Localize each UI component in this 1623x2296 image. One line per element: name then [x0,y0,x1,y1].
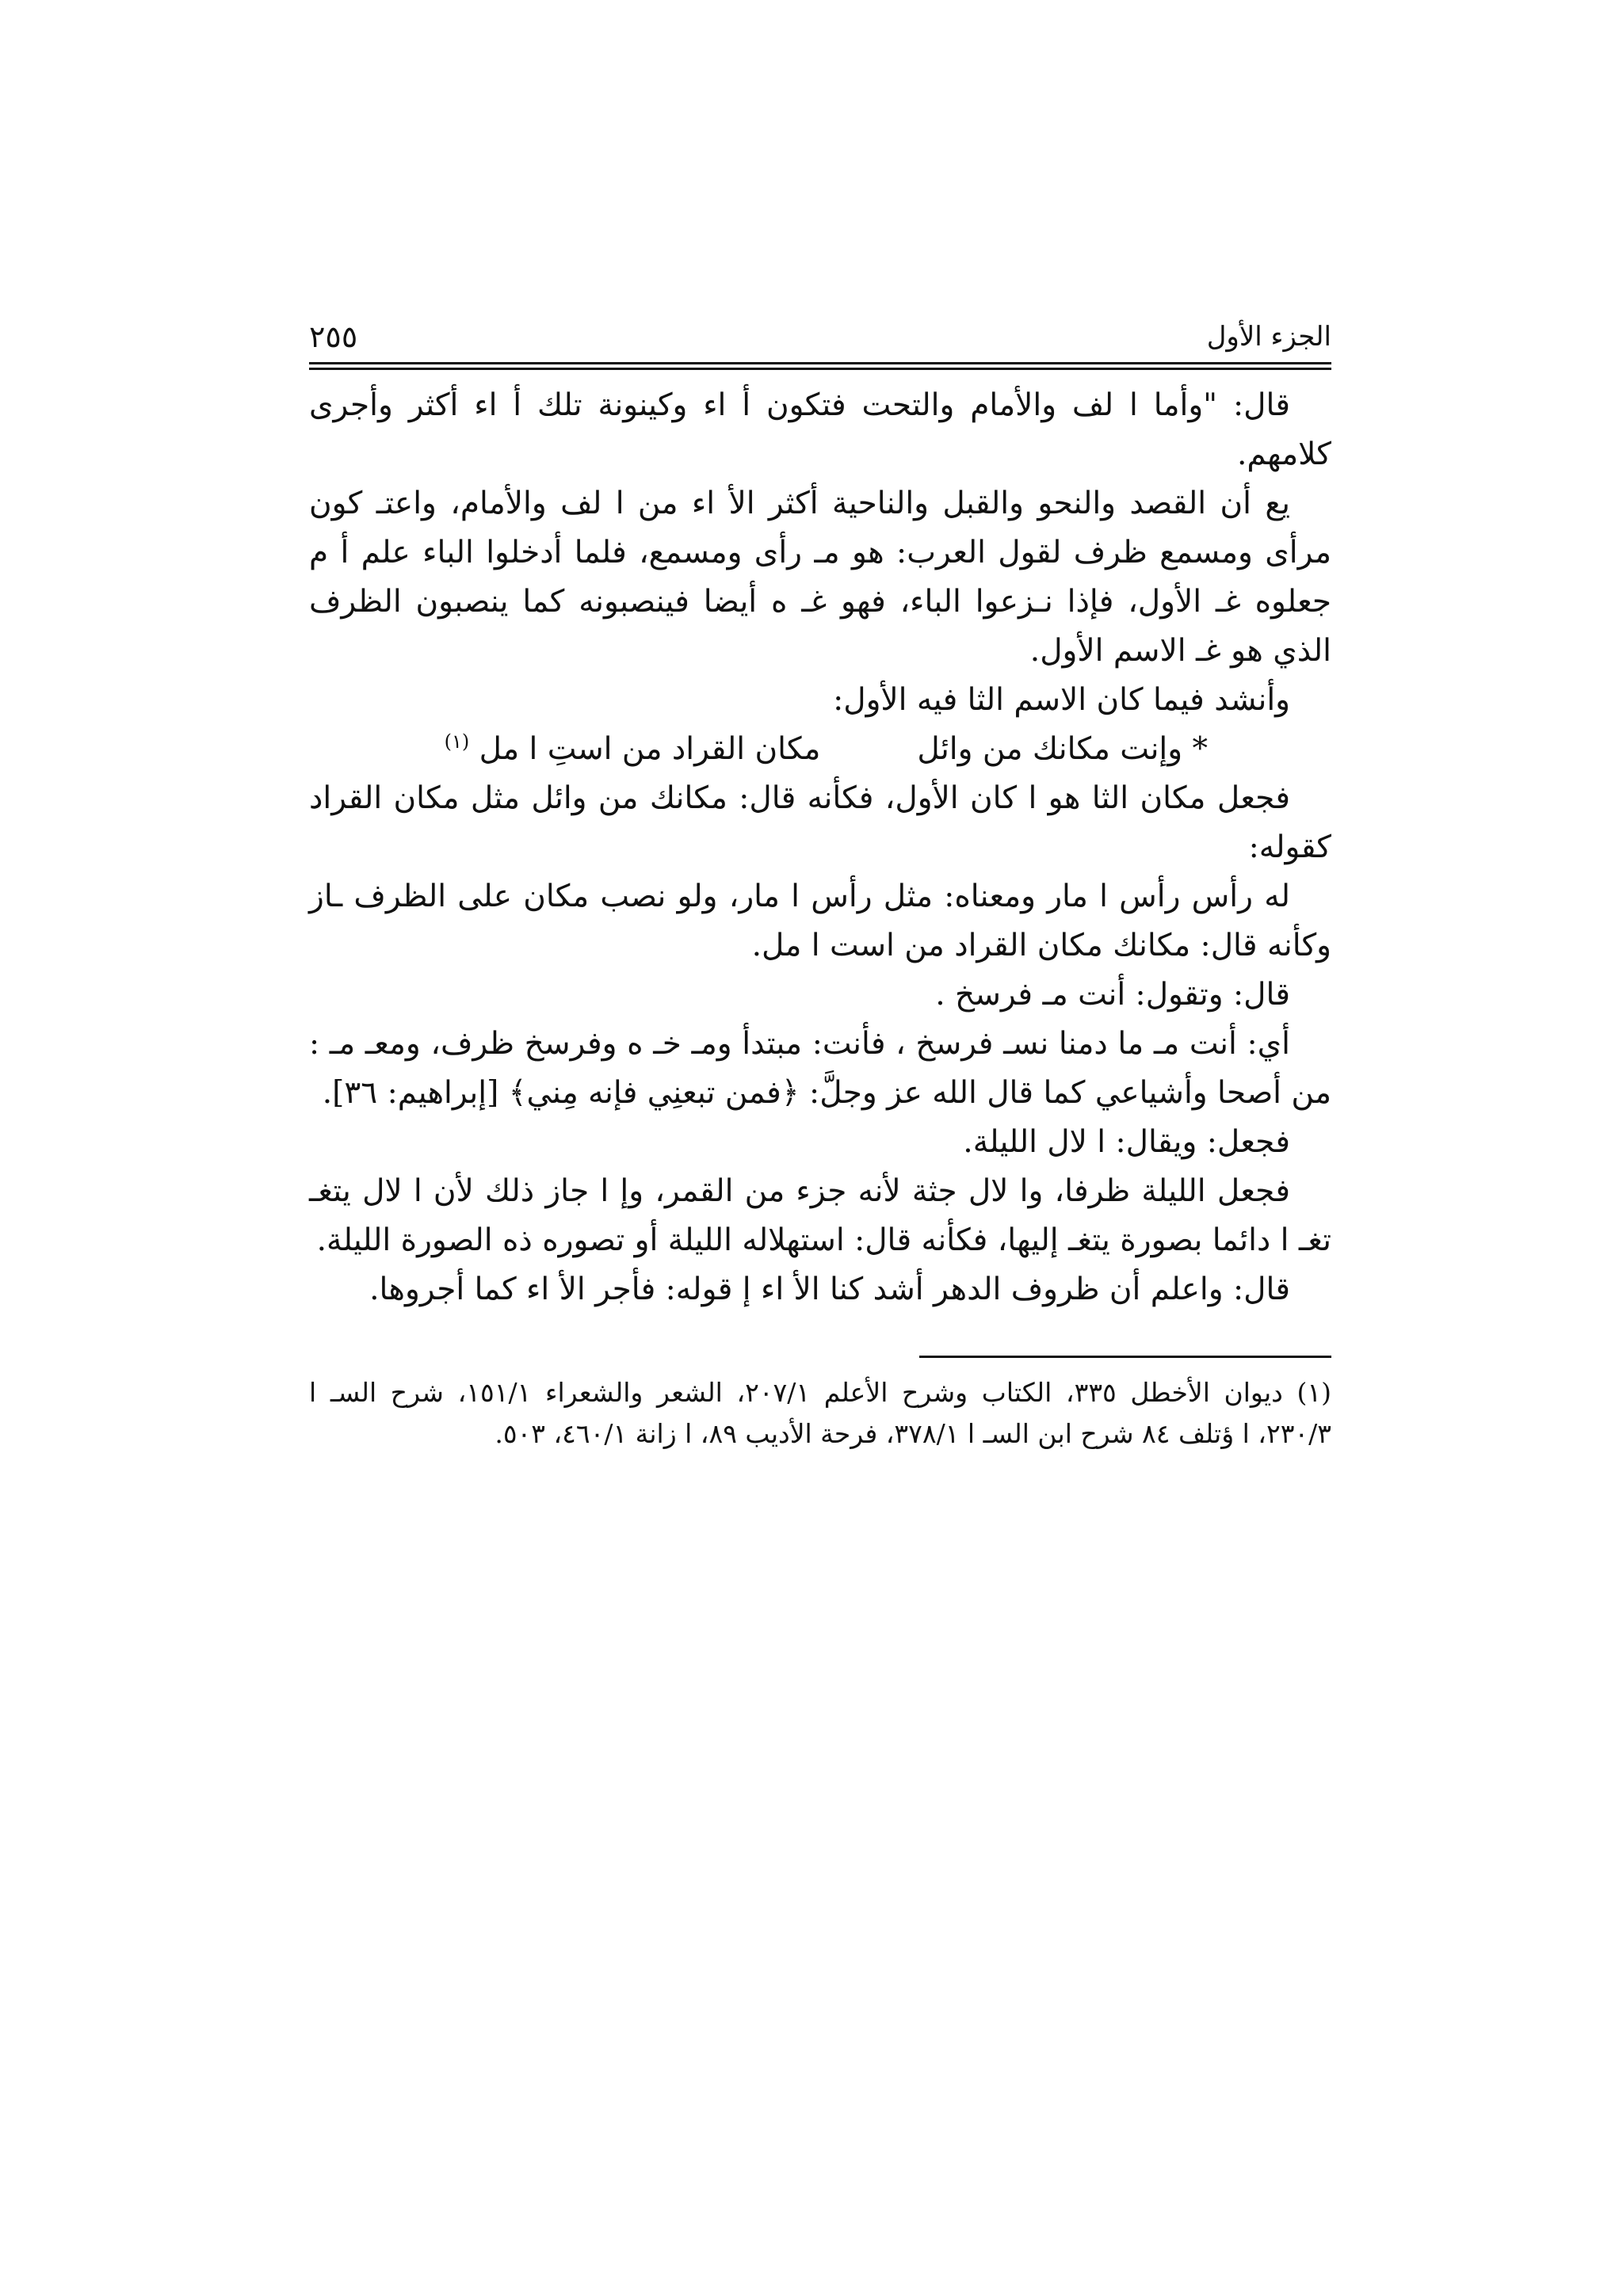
paragraph-4: فجعل مكان الثا هو ا كان الأول، فكأنه قال: مكانك من وائل مثل مكان القراد كقوله: [309,780,1331,865]
poetry-verse [309,725,1331,774]
document-page [309,313,1331,1455]
paragraph-9: فجعل الليلة ظرفا، وا لال جثة لأنه جزء من القمر، وإ ا جاز ذلك لأن ا لال يتغـ تغـ ا دائما بصورة يتغـ إليها، فكأنه قال: استهلاله الليلة أو تصوره ذه الصورة الليلة. [309,1173,1331,1258]
running-title: الجزء الأول [1206,321,1331,353]
footnotes [309,1372,1331,1455]
paragraph-8: فجعل: ويقال: ا لال الليلة. [963,1124,1290,1160]
quran-quote: ﴿فمن تبعنِي فإنه مِني﴾ [508,1075,800,1111]
paragraph-7-text: أي: أنت مـ ما دمنا نسـ فرسخ ، فأنت: مبتدأ ومـ خـ ه وفرسخ ظرف، ومعـ مـ : من أصحا وأشياعي كما قال الله عز وجلَّ: [309,1026,1331,1111]
quran-reference: [إبراهيم: ٣٦]. [322,1075,509,1111]
footnote-marker: (١) [444,730,470,753]
paragraph-5: له رأس رأس ا مار ومعناه: مثل رأس ا مار، ولو نصب مكان على الظرف ـاز وكأنه قال: مكانك مكان القراد من است ا مل. [309,879,1331,963]
header-double-rule [309,362,1331,370]
paragraph-1: قال: "وأما ا لف والأمام والتحت فتكون أ اء وكينونة تلك أ اء أكثر وأجرى كلامهم. [309,387,1331,472]
verse-first-hemistich: * وإنت مكانك من وائل [917,731,1208,767]
paragraph-7 [309,1020,1331,1118]
footnote-separator [919,1356,1331,1358]
paragraph-10: قال: واعلم أن ظروف الدهر أشد كنا الأ اء إ قوله: فأجر الأ اء كما أجروها. [369,1272,1290,1307]
paragraph-3: وأنشد فيما كان الاسم الثا فيه الأول: [833,682,1290,718]
body-text [309,381,1331,1314]
footnote-1: (١) ديوان الأخطل ٣٣٥، الكتاب وشرح الأعلم ٢٠٧/١، الشعر والشعراء ١٥١/١، شرح السـ ا ٢٣٠/٣، ا ؤتلف ٨٤ شرح ابن السـ ا ٣٧٨/١، فرحة الأديب ٨٩، ا زانة ٤٦٠/١، ٥٠٣. [309,1377,1331,1449]
paragraph-6: قال: وتقول: أنت مـ فرسخ . [935,977,1290,1013]
paragraph-2: يع أن القصد والنحو والقبل والناحية أكثر الأ اء من ا لف والأمام، واعتـ كون مرأى ومسمع ظرف لقول العرب: هو مـ رأى ومسمع، فلما أدخلوا الباء علم أ م جعلوه غـ الأول، فإذا نـزعوا الباء، فهو غـ ه أيضا فينصبونه كما ينصبون الظرف الذي هو غـ الاسم الأول. [309,486,1331,669]
running-header [309,313,1331,362]
page-number: ٢٥٥ [309,319,358,354]
verse-second-hemistich: مكان القراد من استِ ا مل [479,731,821,767]
